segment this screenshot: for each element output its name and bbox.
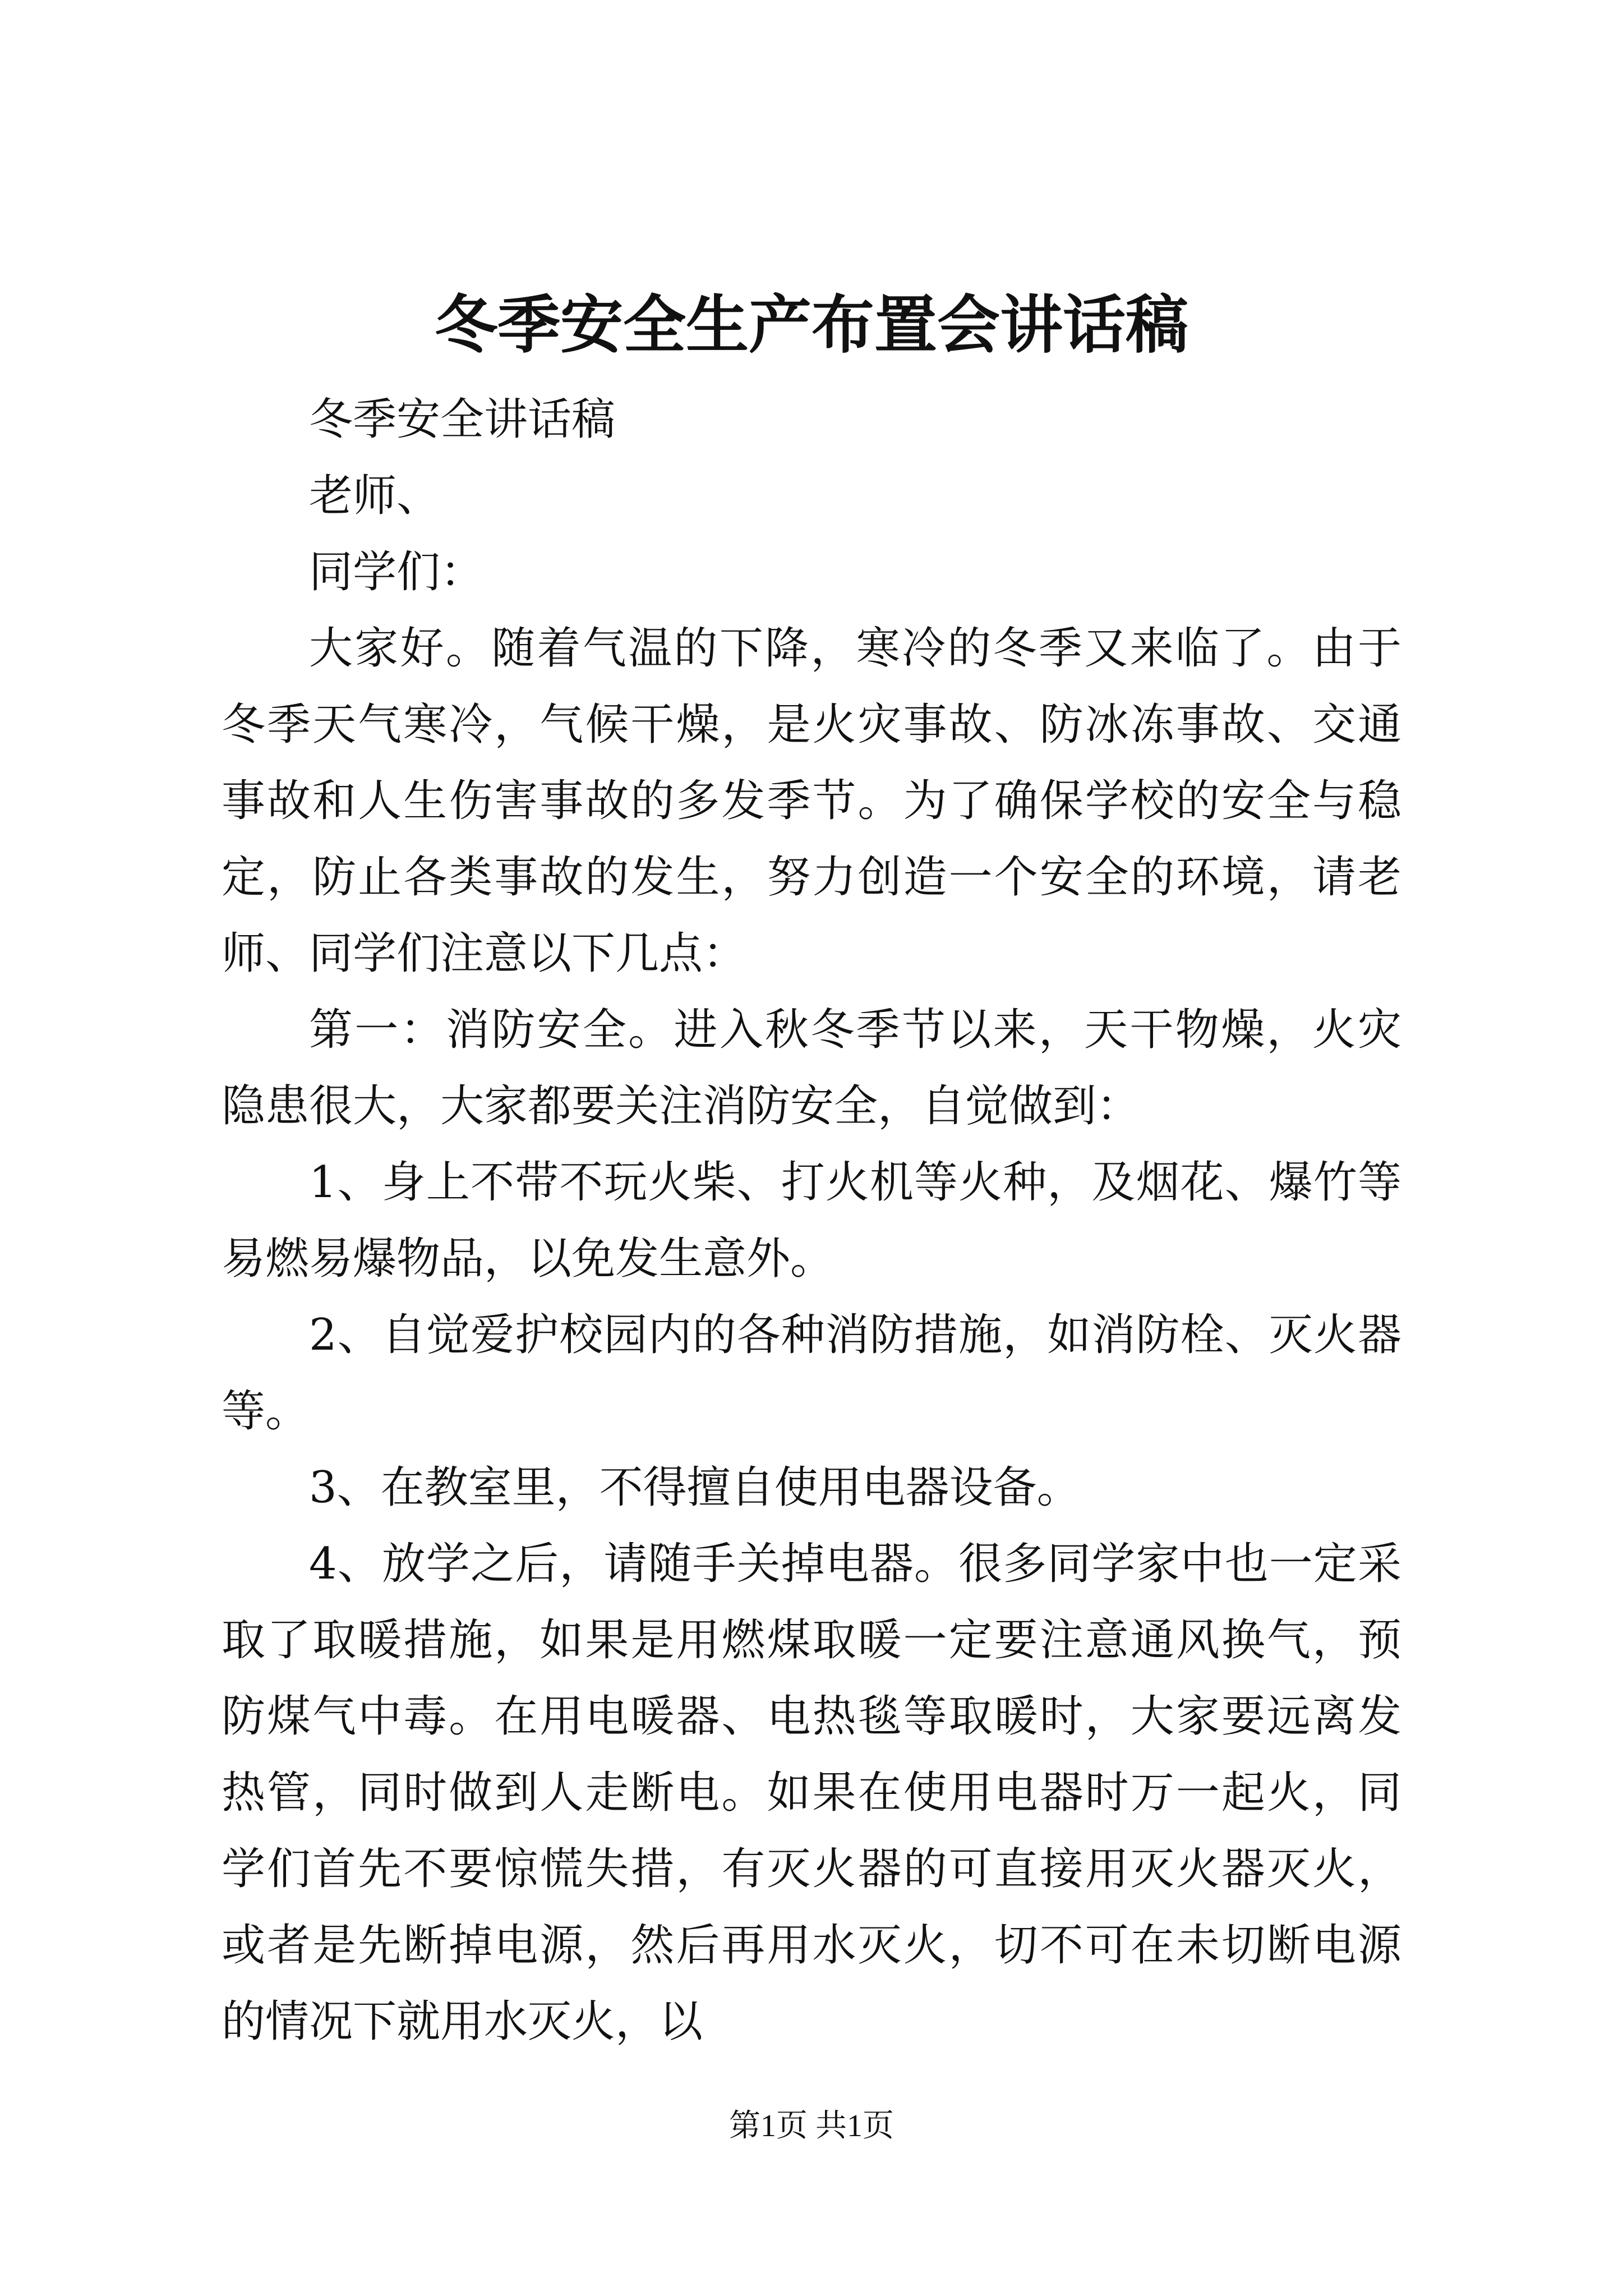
paragraph-item-3: 3、在教室里，不得擅自使用电器设备。 (309, 1462, 1081, 1513)
document-title: 冬季安全生产布置会讲话稿 (435, 288, 1188, 362)
paragraph-fire-safety: 第一：消防安全。进入秋冬季节以来，天干物燥，火灾隐患很大，大家都要关注消防安全，自觉做到： (222, 1005, 1401, 1131)
paragraph-item-1: 1、身上不带不玩火柴、打火机等火种，及烟花、爆竹等易燃易爆物品，以免发生意外。 (222, 1157, 1401, 1284)
paragraph-item-2: 2、自觉爱护校园内的各种消防措施，如消防栓、灭火器等。 (222, 1310, 1401, 1437)
paragraph-salutation-teachers: 老师、 (309, 471, 441, 521)
page-footer: 第1页 共1页 (729, 2109, 894, 2143)
paragraph-subtitle: 冬季安全讲话稿 (309, 394, 616, 445)
paragraph-item-4: 4、放学之后，请随手关掉电器。很多同学家中也一定采取了取暖措施，如果是用燃煤取暖一定要注意通风换气，预防煤气中毒。在用电暖器、电热毯等取暖时，大家要远离发热管，同时做到人走断电。如果在使用电器时万一起火，同学们首先不要惊慌失措，有灭火器的可直接用灭火器灭火，或者是先断掉电源，然后再用水灭火，切不可在未切断电源的情况下就用水灭火，以 (222, 1539, 1401, 2047)
document-body (222, 381, 1401, 2060)
paragraph-intro: 大家好。随着气温的下降，寒冷的冬季又来临了。由于冬季天气寒冷，气候干燥，是火灾事故、防冰冻事故、交通事故和人生伤害事故的多发季节。为了确保学校的安全与稳定，防止各类事故的发生，努力创造一个安全的环境，请老师、同学们注意以下几点： (222, 623, 1401, 979)
paragraph-salutation-students: 同学们： (309, 547, 485, 597)
